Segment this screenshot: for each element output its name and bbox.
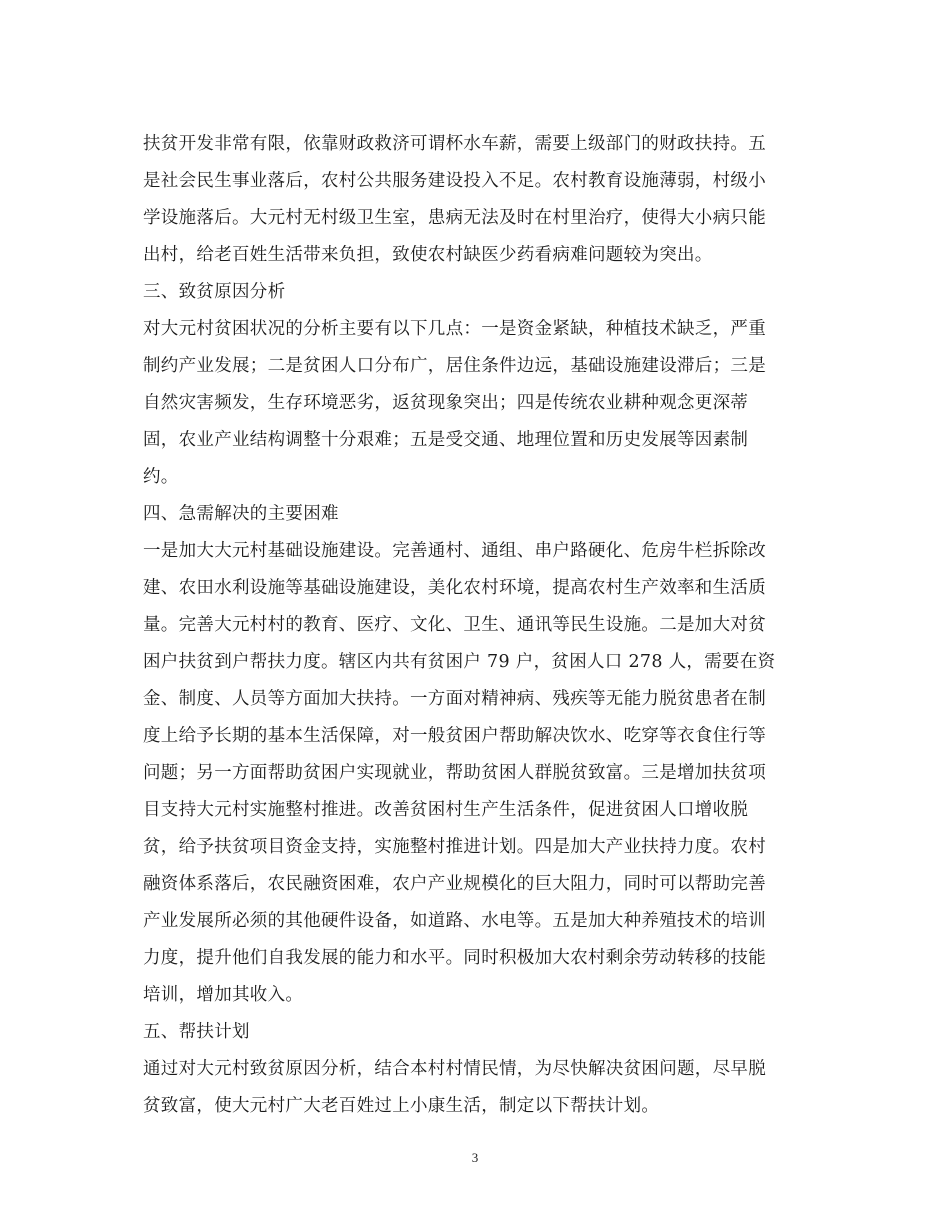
- text-line: 培训，增加其收入。: [143, 985, 304, 1005]
- text-line: 困户扶贫到户帮扶力度。辖区内共有贫困户 79 户，贫困人口 278 人，需要在资: [143, 652, 776, 672]
- page-number: 3: [471, 1150, 479, 1165]
- text-line: 建、农田水利设施等基础设施建设，美化农村环境，提高农村生产效率和生活质: [143, 578, 766, 598]
- text-line: 贫致富，使大元村广大老百姓过上小康生活，制定以下帮扶计划。: [143, 1096, 660, 1116]
- text-line: 四、急需解决的主要困难: [143, 504, 339, 524]
- text-line: 金、制度、人员等方面加大扶持。一方面对精神病、残疾等无能力脱贫患者在制: [143, 689, 766, 709]
- text-line: 制约产业发展；二是贫困人口分布广，居住条件边远，基础设施建设滞后；三是: [143, 356, 766, 376]
- text-line: 一是加大大元村基础设施建设。完善通村、通组、串户路硬化、危房牛栏拆除改: [143, 541, 766, 561]
- text-line: 量。完善大元村村的教育、医疗、文化、卫生、通讯等民生设施。二是加大对贫: [143, 615, 766, 635]
- text-line: 是社会民生事业落后，农村公共服务建设投入不足。农村教育设施薄弱，村级小: [143, 171, 766, 191]
- text-line: 固，农业产业结构调整十分艰难；五是受交通、地理位置和历史发展等因素制: [143, 430, 749, 450]
- text-line: 融资体系落后，农民融资困难，农户产业规模化的巨大阻力，同时可以帮助完善: [143, 874, 766, 894]
- text-line: 出村，给老百姓生活带来负担，致使农村缺医少药看病难问题较为突出。: [143, 245, 713, 265]
- text-line: 扶贫开发非常有限，依靠财政救济可谓杯水车薪，需要上级部门的财政扶持。五: [143, 134, 766, 154]
- text-line: 度上给予长期的基本生活保障，对一般贫困户帮助解决饮水、吃穿等衣食住行等: [143, 726, 766, 746]
- text-line: 三、致贫原因分析: [143, 282, 286, 302]
- text-line: 自然灾害频发，生存环境恶劣，返贫现象突出；四是传统农业耕种观念更深蒂: [143, 393, 749, 413]
- text-line: 对大元村贫困状况的分析主要有以下几点：一是资金紧缺，种植技术缺乏，严重: [143, 319, 766, 339]
- text-line: 学设施落后。大元村无村级卫生室，患病无法及时在村里治疗，使得大小病只能: [143, 208, 766, 228]
- text-line: 约。: [143, 467, 179, 487]
- text-line: 产业发展所必须的其他硬件设备，如道路、水电等。五是加大种养殖技术的培训: [143, 911, 766, 931]
- text-line: 目支持大元村实施整村推进。改善贫困村生产生活条件，促进贫困人口增收脱: [143, 800, 749, 820]
- text-line: 力度，提升他们自我发展的能力和水平。同时积极加大农村剩余劳动转移的技能: [143, 948, 766, 968]
- text-line: 五、帮扶计划: [143, 1022, 250, 1042]
- text-line: 贫，给予扶贫项目资金支持，实施整村推进计划。四是加大产业扶持力度。农村: [143, 837, 766, 857]
- document-body: [143, 126, 807, 1125]
- text-line: 问题；另一方面帮助贫困户实现就业，帮助贫困人群脱贫致富。三是增加扶贫项: [143, 763, 766, 783]
- text-line: 通过对大元村致贫原因分析，结合本村村情民情，为尽快解决贫困问题，尽早脱: [143, 1059, 766, 1079]
